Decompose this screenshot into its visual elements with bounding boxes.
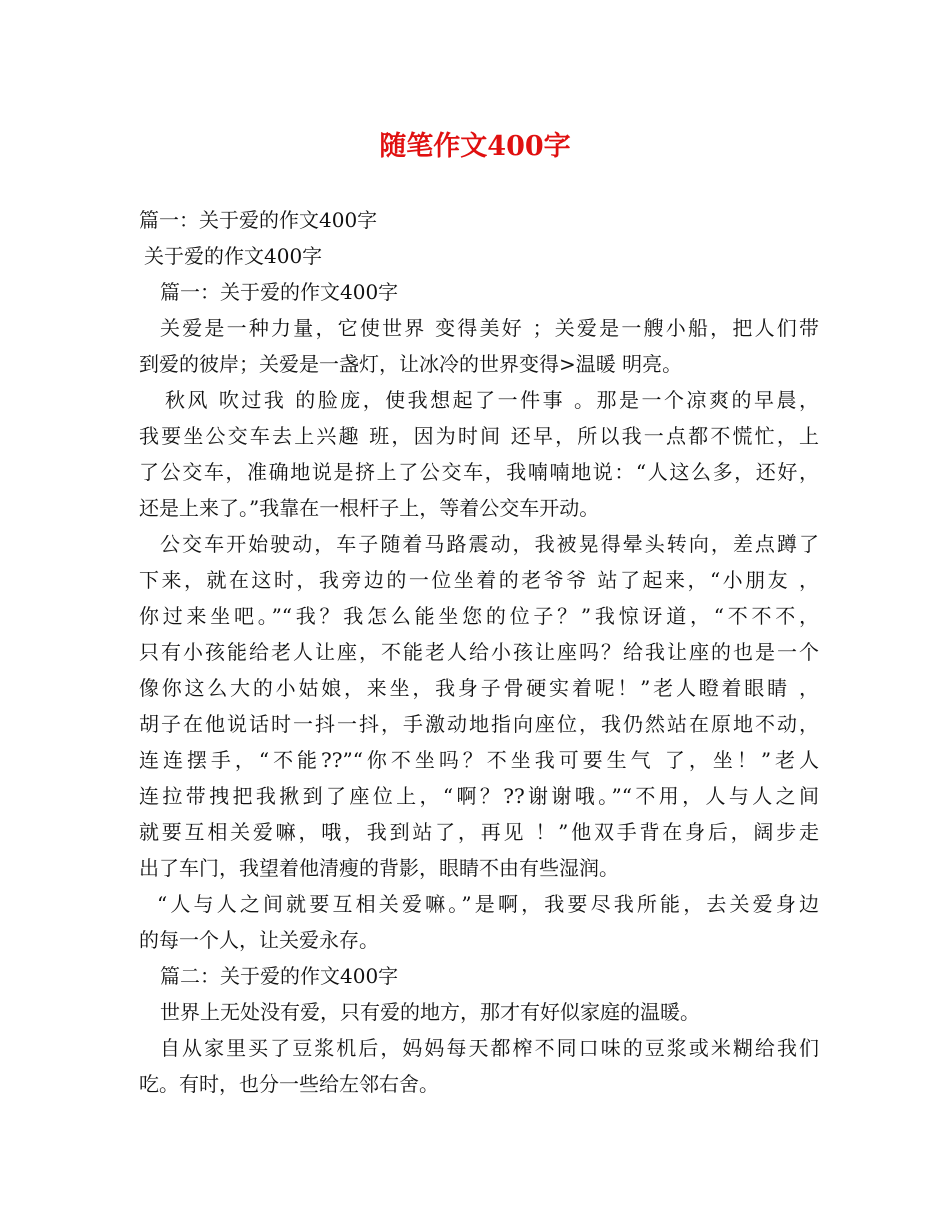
paragraph-line: 下来，就在这时，我旁边的一位坐着的老爷爷 站了起来，“小朋友 ， — [139, 568, 819, 592]
paragraph-line: 出了车门，我望着他清瘦的背影，眼睛不由有些湿润。 — [139, 856, 619, 880]
page-title: 随笔作文400字 — [379, 131, 571, 162]
paragraph-line: 世界上无处没有爱，只有爱的地方，那才有好似家庭的温暖。 — [160, 1000, 700, 1024]
paragraph-line: 连连摆手，“不能??”“你不坐吗？不坐我可要生气 了，坐！”老人 — [139, 748, 819, 772]
paragraph-line: 了公交车，准确地说是挤上了公交车，我喃喃地说：“人这么多，还好， — [139, 460, 819, 484]
document-body — [139, 202, 819, 1102]
paragraph-line: 还是上来了。”我靠在一根杆子上，等着公交车开动。 — [139, 496, 600, 520]
paragraph-line: 关爱是一种力量，它使世界 变得美好 ；关爱是一艘小船，把人们带 — [160, 316, 819, 340]
paragraph-line: 自从家里买了豆浆机后，妈妈每天都榨不同口味的豆浆或米糊给我们 — [160, 1036, 819, 1060]
section-heading: 篇二：关于爱的作文400字 — [160, 964, 399, 988]
paragraph-line: 连拉带拽把我揪到了座位上，“啊？??谢谢哦。”“不用，人与人之间 — [139, 784, 819, 808]
paragraph-line: 的每一个人，让关爱永存。 — [139, 928, 379, 952]
paragraph-line: 吃。有时，也分一些给左邻右舍。 — [139, 1072, 439, 1096]
paragraph-line: “人与人之间就要互相关爱嘛。”是啊，我要尽我所能，去关爱身边 — [157, 892, 819, 916]
subheading: 关于爱的作文400字 — [144, 244, 323, 268]
paragraph-line: 胡子在他说话时一抖一抖，手激动地指向座位，我仍然站在原地不动， — [139, 712, 819, 736]
paragraph-line: 就要互相关爱嘛，哦，我到站了，再见 ！”他双手背在身后，阔步走 — [139, 820, 819, 844]
paragraph-line: 秋风 吹过我 的脸庞，使我想起了一件事 。那是一个凉爽的早晨， — [165, 388, 819, 412]
section-heading: 篇一：关于爱的作文400字 — [139, 208, 378, 232]
paragraph-line: 到爱的彼岸；关爱是一盏灯，让冰冷的世界变得>温暖 明亮。 — [139, 352, 683, 376]
paragraph-line: 像你这么大的小姑娘，来坐，我身子骨硬实着呢！”老人瞪着眼睛 ， — [139, 676, 819, 700]
paragraph-line: 你过来坐吧。”“我？我怎么能坐您的位子？”我惊讶道，“不不不， — [139, 604, 819, 628]
paragraph-line: 公交车开始驶动，车子随着马路震动，我被晃得晕头转向，差点蹲了 — [160, 532, 819, 556]
paragraph-line: 只有小孩能给老人让座，不能老人给小孩让座吗？给我让座的也是一个 — [139, 640, 819, 664]
section-heading: 篇一：关于爱的作文400字 — [160, 280, 399, 304]
paragraph-line: 我要坐公交车去上兴趣 班，因为时间 还早，所以我一点都不慌忙，上 — [139, 424, 819, 448]
